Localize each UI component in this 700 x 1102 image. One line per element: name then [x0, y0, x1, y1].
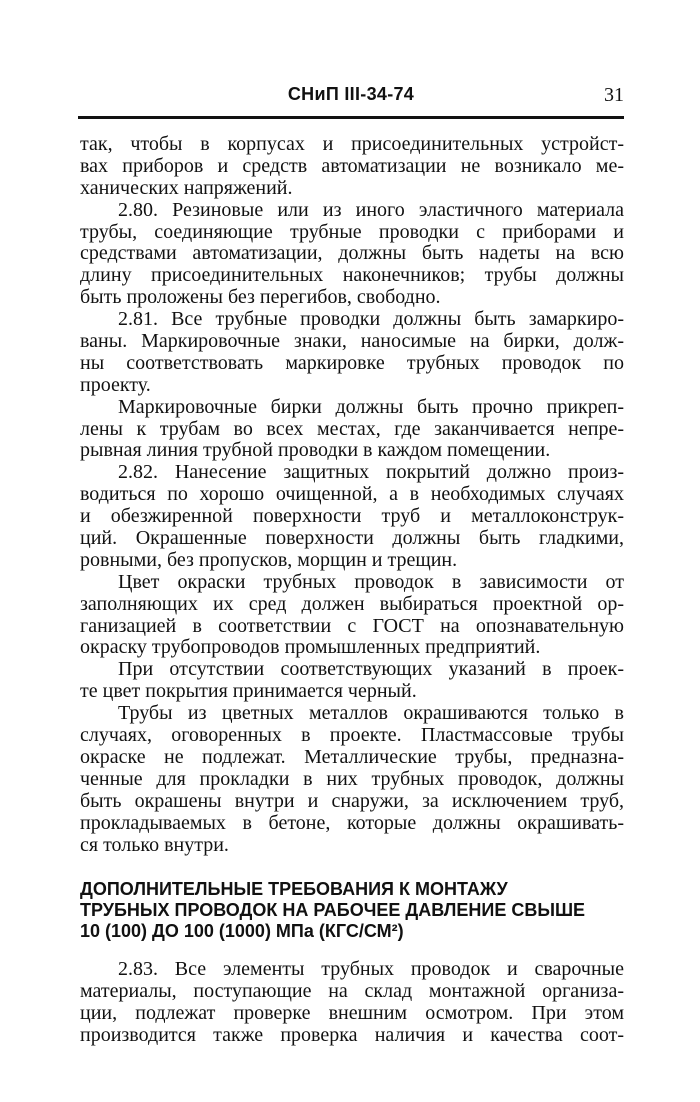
text-line: и обезжиренной поверхности труб и металлоконструк-	[80, 505, 624, 528]
text-line: ций. Окрашенные поверхности должны быть гладкими,	[80, 527, 624, 550]
text-line: окраску трубопроводов промышленных предприятий.	[80, 636, 541, 659]
heading-gap	[80, 942, 624, 959]
text-line: ваны. Маркировочные знаки, наносимые на бирки, долж-	[80, 330, 624, 353]
text-line: те цвет покрытия принимается черный.	[80, 680, 417, 703]
text-line: 2.83. Все элементы трубных проводок и сварочные	[118, 958, 624, 981]
heading-line: 10 (100) ДО 100 (1000) МПа (КГС/СМ²)	[80, 921, 404, 942]
text-line: Цвет окраски трубных проводок в зависимости от	[118, 570, 624, 593]
text-line: окраске не подлежат. Металлические трубы, предназна-	[80, 745, 624, 768]
text-line: лены к трубам во всех местах, где заканчивается непре-	[80, 417, 624, 440]
text-line: быть проложены без перегибов, свободно.	[80, 286, 441, 309]
heading-line: ТРУБНЫХ ПРОВОДОК НА РАБОЧЕЕ ДАВЛЕНИЕ СВЫШЕ	[80, 900, 586, 921]
text-line: быть окрашены внутри и снаружи, за исключением труб,	[80, 789, 624, 812]
text-line: прокладываемых в бетоне, которые должны окрашивать-	[80, 811, 624, 834]
text-line: ченные для прокладки в них трубных проводок, должны	[80, 767, 624, 790]
text-line: трубы, соединяющие трубные проводки с приборами и	[80, 220, 624, 243]
header-rule	[78, 116, 624, 119]
text-line: средствами автоматизации, должны быть надеты на всю	[80, 242, 624, 265]
text-line: 2.82. Нанесение защитных покрытий должно произ-	[118, 461, 624, 484]
text-line: ции, подлежат проверке внешним осмотром. При этом	[80, 1002, 624, 1025]
text-line: ны соответствовать маркировке трубных проводок по	[80, 351, 624, 374]
running-header	[78, 84, 624, 114]
text-line: 2.81. Все трубные проводки должны быть замаркиро-	[118, 308, 624, 331]
text-line: случаях, оговоренных в проекте. Пластмассовые трубы	[80, 724, 624, 747]
text-line: 2.80. Резиновые или из иного эластичного материала	[118, 198, 624, 221]
text-line: Маркировочные бирки должны быть прочно прикреп-	[118, 395, 624, 418]
section-heading	[80, 879, 624, 942]
text-line: заполняющих их сред должен выбираться проектной ор-	[80, 592, 624, 615]
text-line: рывная линия трубной проводки в каждом помещении.	[80, 439, 551, 462]
text-line: так, чтобы в корпусах и присоединительных устройст-	[80, 133, 624, 155]
text-line: водиться по хорошо очищенной, а в необходимых случаях	[80, 483, 624, 506]
header-title: СНиП III-34-74	[287, 84, 415, 104]
text-line: проекту.	[80, 373, 151, 396]
text-line: ханических напряжений.	[80, 176, 293, 199]
text-line: производится также проверка наличия и качества соот-	[80, 1024, 624, 1047]
text-line: ганизацией в соответствии с ГОСТ на опознавательную	[80, 614, 624, 637]
text-line: материалы, поступающие на склад монтажной организа-	[80, 980, 624, 1003]
text-line: ся только внутри.	[80, 833, 229, 856]
text-line: При отсутствии соответствующих указаний в проек-	[118, 658, 624, 681]
text-line: ровными, без пропусков, морщин и трещин.	[80, 548, 458, 571]
text-line: вах приборов и средств автоматизации не возникало ме-	[80, 154, 624, 177]
section-gap	[80, 856, 624, 879]
heading-line: ДОПОЛНИТЕЛЬНЫЕ ТРЕБОВАНИЯ К МОНТАЖУ	[80, 879, 508, 900]
body-text	[80, 134, 624, 1047]
text-line: длину присоединительных наконечников; трубы должны	[80, 264, 624, 287]
page-number: 31	[604, 84, 624, 106]
text-line: Трубы из цветных металлов окрашиваются только в	[118, 702, 624, 725]
